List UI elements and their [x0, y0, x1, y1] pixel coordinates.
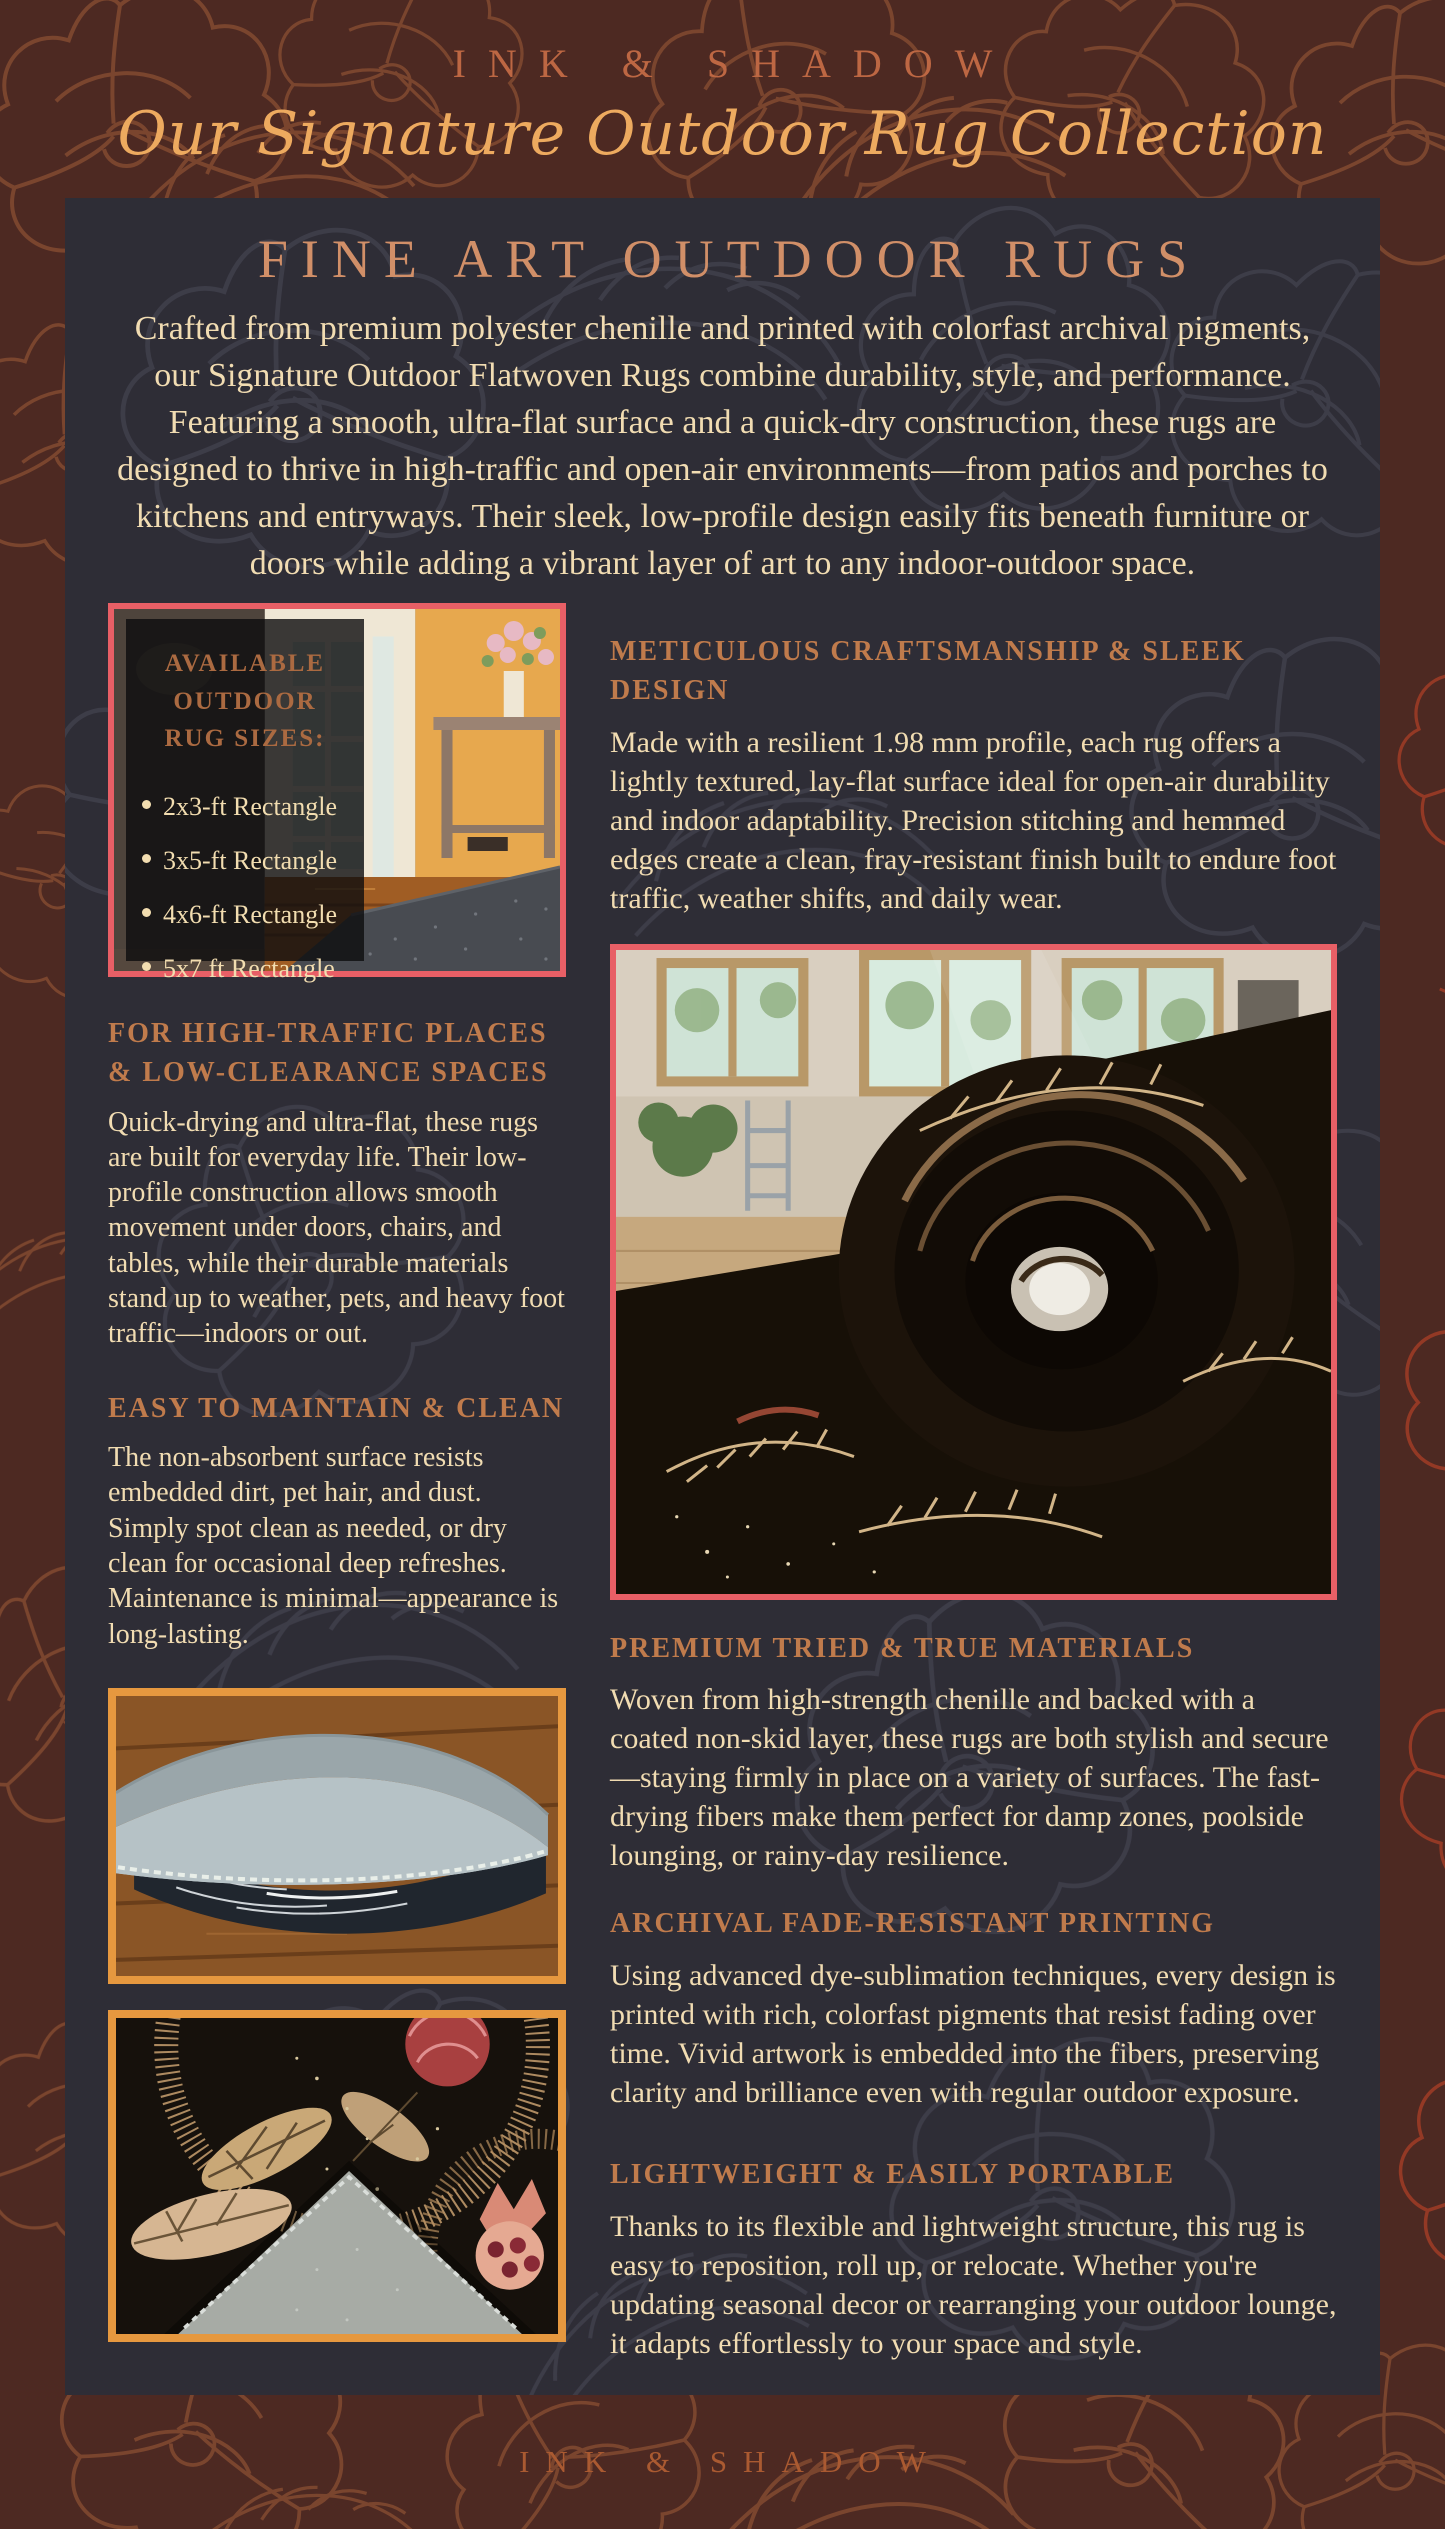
section-body-high-traffic: Quick-drying and ultra-flat, these rugs are built for everyday life. Their low-profile construction allows smooth movement under doors, chairs, and tables, while their durable materials stand up to weather, pets, and heavy foot traffic—indoors or out.: [108, 1106, 565, 1350]
section-body-materials: Woven from high-strength chenille and backed with a coated non-skid layer, these rugs are both stylish and secure—staying firmly in place on a variety of surfaces. The fast-drying fibers make them perfect for damp zones, poolside lounging, or rainy-day resilience.: [610, 1683, 1329, 1873]
intro-paragraph: Crafted from premium polyester chenille and printed with colorfast archival pigments, our Signature Outdoor Flatwoven Rugs combine durability, style, and performance. Featuring a smooth, ultra-flat surface and a quick-dry construction, these rugs are designed to thrive in high-traffic and open-air environments—from patios and porches to kitchens and entryways. Their sleek, low-profile design easily fits beneath furniture or doors while adding a vibrant layer of art to any indoor-outdoor space.: [117, 310, 1328, 582]
footer: [0, 2395, 1445, 2529]
sizes-list: [140, 792, 350, 984]
folded-rug-photo-frame: [108, 1688, 566, 1984]
size-item: 2x3-ft Rectangle: [142, 792, 350, 822]
brand-header: INK & SHADOW: [452, 41, 1015, 86]
right-column: [610, 603, 1337, 2362]
size-item: 4x6-ft Rectangle: [142, 900, 350, 930]
rolled-rug-photo: [616, 950, 1331, 1594]
section-body-archival: Using advanced dye-sublimation techniques, every design is printed with rich, colorfast pigments that resist fading over time. Vivid artwork is embedded into the fibers, preserving clarity and brilliance even with regular outdoor exposure.: [610, 1958, 1336, 2109]
left-column: [108, 603, 566, 2362]
size-item: 5x7 ft Rectangle: [142, 954, 350, 984]
size-item: 3x5-ft Rectangle: [142, 846, 350, 876]
bullet-dot-icon: [142, 854, 151, 863]
header: [0, 0, 1445, 198]
content-panel: [65, 198, 1380, 2395]
collection-subtitle: Our Signature Outdoor Rug Collection: [117, 99, 1328, 169]
rolled-rug-photo-frame: [610, 944, 1337, 1600]
section-heading-craftsmanship: METICULOUS CRAFTSMANSHIP & SLEEK DESIGN: [610, 636, 1246, 707]
folded-rug-photo: [116, 1696, 558, 1976]
section-body-portable: Thanks to its flexible and lightweight structure, this rug is easy to reposition, roll up, or relocate. Whether you're updating seasonal decor or rearranging your outdoor lounge, it adapts effortlessly to your space and style.: [610, 2209, 1337, 2360]
section-heading-portable: LIGHTWEIGHT & EASILY PORTABLE: [610, 2158, 1176, 2190]
section-heading-high-traffic: FOR HIGH-TRAFFIC PLACES & LOW-CLEARANCE SPACES: [108, 1018, 549, 1089]
page-title: FINE ART OUTDOOR RUGS: [257, 229, 1201, 289]
bullet-dot-icon: [142, 800, 151, 809]
sizes-overlay-panel: [126, 619, 364, 983]
section-heading-materials: PREMIUM TRIED & TRUE MATERIALS: [610, 1632, 1195, 1664]
section-body-craftsmanship: Made with a resilient 1.98 mm profile, each rug offers a lightly textured, lay-flat surface ideal for open-air durability and indoor adaptability. Precision stitching and hemmed edges create a clean, fray-resistant finish built to endure foot traffic, weather shifts, and daily wear.: [610, 725, 1337, 915]
section-heading-maintain: EASY TO MAINTAIN & CLEAN: [108, 1392, 565, 1424]
sizes-heading: AVAILABLE OUTDOOR RUG SIZES:: [164, 650, 326, 753]
section-body-maintain: The non-absorbent surface resists embedded dirt, pet hair, and dust. Simply spot clean as needed, or dry clean for occasional deep refreshes. Maintenance is minimal—appearance is long-lasting.: [108, 1442, 559, 1650]
two-column-layout: [108, 603, 1337, 2362]
bullet-dot-icon: [142, 908, 151, 917]
section-heading-archival: ARCHIVAL FADE-RESISTANT PRINTING: [610, 1908, 1215, 1940]
corner-rug-photo-frame: [108, 2010, 566, 2342]
footer-brand: INK & SHADOW: [519, 2444, 942, 2479]
corner-flip-rug-photo: [116, 2018, 558, 2334]
bullet-dot-icon: [142, 962, 151, 971]
sizes-photo-frame: [108, 603, 566, 983]
